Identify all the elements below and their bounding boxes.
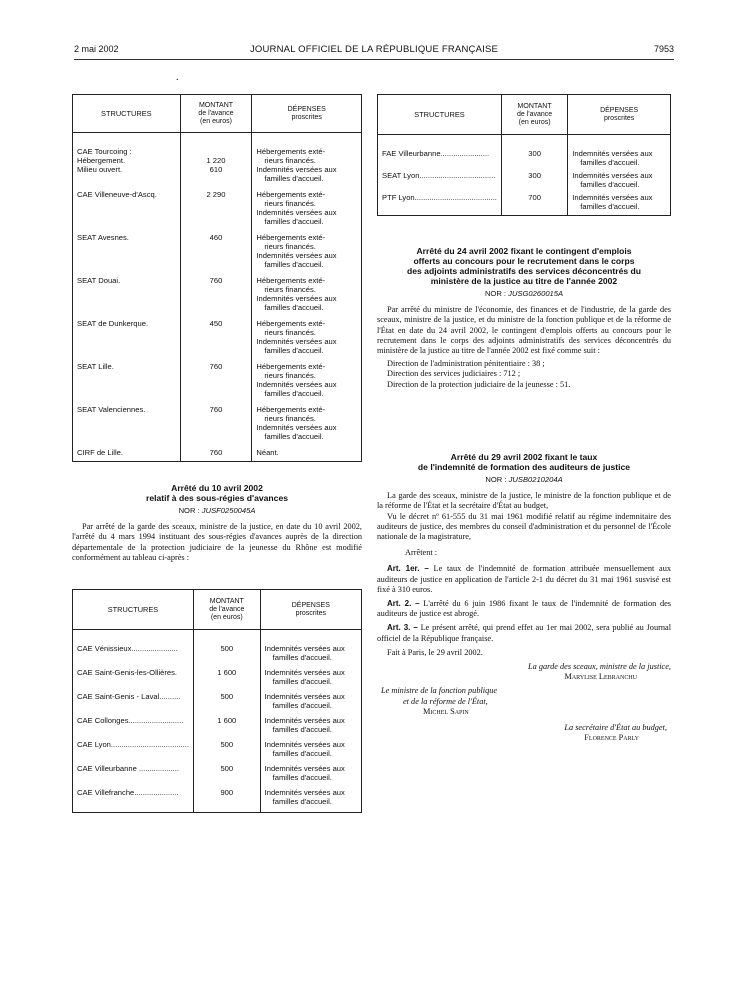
table-spacer-row	[73, 630, 362, 645]
table-body	[73, 133, 362, 462]
col-montant: MONTANT de l'avance (en euros)	[193, 590, 260, 630]
cell-line: familles d'accueil.	[580, 202, 640, 211]
cell-line: CAE Vénissieux......................	[77, 644, 178, 653]
cell-line: Indemnités versées aux	[256, 251, 337, 260]
table-row	[73, 233, 362, 276]
cell-line: 1 220	[206, 156, 226, 165]
cell-line: familles d'accueil.	[264, 346, 324, 355]
cell-line: CAE Saint-Genis - Laval..........	[77, 692, 181, 701]
cell-line: Milieu ouvert.	[77, 165, 123, 174]
cell-line: Néant.	[256, 448, 279, 457]
table-row	[73, 692, 362, 716]
cell-line: familles d'accueil.	[272, 701, 332, 710]
cell-line: Hébergements exté-	[256, 233, 326, 242]
cell-line: 2 290	[206, 190, 226, 199]
cell-line: CAE Saint-Genis-les-Ollières.	[77, 668, 178, 677]
page-header	[74, 44, 674, 58]
article-1: Art. 1er. – Le taux de l'indemnité de formation attribuée mensuellement aux auditeurs de justice en application de l'article 2-1 du décret du 31 mai 1961 susvisé est fixé à 310 euros.	[377, 564, 671, 594]
cell-line: Indemnités versées aux	[572, 193, 653, 202]
table-row	[73, 668, 362, 692]
cell-line: familles d'accueil.	[580, 158, 640, 167]
page-number: 7953	[653, 44, 674, 54]
cell-line: PTF Lyon.......................................	[382, 193, 497, 202]
arrete-title-line: des adjoints administratifs des services déconcentrés du	[406, 266, 642, 276]
cell-line: CAE Villefranche.....................	[77, 788, 179, 797]
cell-line: 500	[220, 692, 234, 701]
cell-line: CAE Lyon.....................................	[77, 740, 189, 749]
cell-line: 610	[209, 165, 223, 174]
article-2: Art. 2. – L'arrêté du 6 juin 1986 fixant le taux de l'indemnité de formation des auditeurs de justice est abrogé.	[377, 599, 672, 619]
list-item: Direction de l'administration pénitentiaire : 38 ;	[387, 359, 545, 369]
cell-line: 500	[220, 740, 234, 749]
table-row	[73, 362, 362, 405]
cell-line: SEAT de Dunkerque.	[77, 319, 149, 328]
cell-line: Indemnités versées aux	[264, 644, 345, 653]
arrete-title: Arrêté du 10 avril 2002	[171, 483, 263, 493]
table-body	[378, 135, 671, 216]
table-row	[73, 644, 362, 668]
cell-line: SEAT Lille.	[77, 362, 114, 371]
cell-line: familles d'accueil.	[580, 180, 640, 189]
cell-line: Indemnités versées aux	[256, 165, 337, 174]
signatory-role: La secrétaire d'État au budget,	[564, 723, 667, 733]
cell-line: 500	[220, 764, 234, 773]
table-row	[73, 319, 362, 362]
table-spacer-row	[378, 135, 671, 150]
arrete-title-line: de l'indemnité de formation des auditeurs de justice	[417, 462, 631, 472]
cell-line: Indemnités versées aux	[264, 764, 345, 773]
cell-line: rieurs financés.	[264, 242, 316, 251]
table-subregies-rhone-suite	[377, 94, 671, 216]
arrete-indemnite-formation	[377, 452, 671, 743]
cell-line: CAE Collonges..........................	[77, 716, 184, 725]
cell-line: Indemnités versées aux	[264, 692, 345, 701]
cell-line: FAE Villeurbanne.......................	[382, 149, 490, 158]
cell-line: Hébergement.	[77, 156, 126, 165]
cell-line: 450	[209, 319, 223, 328]
cell-line: rieurs financés.	[264, 414, 316, 423]
stray-mark: .	[176, 72, 179, 83]
cell-line: 1 600	[217, 668, 237, 677]
cell-line: 760	[209, 448, 223, 457]
cell-line: Hébergements exté-	[256, 276, 326, 285]
table-row	[73, 190, 362, 233]
cell-line: 760	[209, 362, 223, 371]
cell-line: familles d'accueil.	[272, 653, 332, 662]
cell-line: CAE Tourcoing :	[77, 147, 132, 156]
arretent: Arrêtent :	[405, 548, 438, 558]
col-montant: MONTANT de l'avance (en euros)	[501, 95, 567, 135]
signatory-role: La garde des sceaux, ministre de la justice,	[528, 662, 671, 672]
table-row	[73, 448, 362, 462]
table-row	[73, 764, 362, 788]
table-row	[378, 193, 671, 216]
arrete-subtitle: relatif à des sous-régies d'avances	[146, 493, 288, 503]
col-depenses: DÉPENSES proscrites	[260, 590, 361, 630]
cell-line: Indemnités versées aux	[264, 788, 345, 797]
table-row	[73, 716, 362, 740]
arrete-sous-regies	[72, 483, 362, 563]
cell-line: 900	[220, 788, 234, 797]
visa: Vu le décret nº 61-555 du 31 mai 1961 modifié relatif au régime indemnitaire des auditeurs de justice, des membres du conseil d'administration et du personnel de l'École nationale de la magistrature,	[377, 511, 671, 542]
nor-reference: NOR : JUSB0210204A	[485, 475, 563, 484]
cell-line: familles d'accueil.	[264, 432, 324, 441]
cell-line: Hébergements exté-	[256, 405, 326, 414]
nor-reference: NOR : JUSG0260015A	[484, 289, 564, 298]
cell-line: 1 600	[217, 716, 237, 725]
cell-line: Hébergements exté-	[256, 147, 326, 156]
cell-line: Indemnités versées aux	[256, 337, 337, 346]
cell-line: 760	[209, 276, 223, 285]
cell-line: Indemnités versées aux	[264, 740, 345, 749]
cell-line: SEAT Avesnes.	[77, 233, 129, 242]
cell-line: familles d'accueil.	[264, 217, 324, 226]
cell-line: familles d'accueil.	[272, 677, 332, 686]
cell-line: 460	[209, 233, 223, 242]
col-depenses: DÉPENSES proscrites	[568, 95, 671, 135]
col-structures: STRUCTURES	[73, 95, 181, 133]
journal-title: JOURNAL OFFICIEL DE LA RÉPUBLIQUE FRANÇAISE	[249, 44, 499, 55]
table-row	[73, 405, 362, 448]
cell-line: Indemnités versées aux	[256, 208, 337, 217]
cell-line: Hébergements exté-	[256, 362, 326, 371]
cell-line: rieurs financés.	[264, 199, 316, 208]
cell-line: SEAT Lyon....................................	[382, 171, 496, 180]
cell-line: CAE Villeneuve-d'Ascq.	[77, 190, 157, 199]
col-structures: STRUCTURES	[378, 95, 502, 135]
cell-line: 500	[220, 644, 234, 653]
col-depenses: DÉPENSES proscrites	[252, 95, 362, 133]
preamble: La garde des sceaux, ministre de la justice, le ministre de la fonction publique et de la réforme de l'État et la secrétaire d'État au budget,	[377, 491, 671, 511]
table-spacer-row	[73, 133, 362, 148]
cell-line: familles d'accueil.	[272, 797, 332, 806]
arrete-body: Par arrêté du ministre de l'économie, des finances et de l'industrie, de la garde des sceaux, ministre de la justice, et du ministre de la fonction publique et de la réforme de l'État en date du 24 avril 2002, le contingent d'emplois offerts au concours pour le recrutement dans le corps des adjoints administratifs des services déconcentrés du ministère de la justice au titre de l'année 2002 est fixé comme suit :	[377, 305, 671, 356]
cell-line: Indemnités versées aux	[256, 294, 337, 303]
table-row	[73, 740, 362, 764]
arrete-body: Par arrêté de la garde des sceaux, ministre de la justice, en date du 10 avril 2002, l'arrêté du 4 mars 1994 instituant des sous-régies d'avances auprès de la direction départementale de la protection judiciaire de la jeunesse du Rhône est modifié conformément au tableau ci-après :	[72, 522, 362, 562]
cell-line: familles d'accueil.	[272, 749, 332, 758]
cell-line: 300	[528, 171, 541, 180]
cell-line: Indemnités versées aux	[572, 149, 653, 158]
article-3: Art. 3. – Le présent arrêté, qui prend effet au 1er mai 2002, sera publié au Journal officiel de la République française.	[377, 623, 672, 643]
arrete-title-line: offerts au concours pour le recrutement dans le corps	[413, 256, 635, 266]
cell-line: Indemnités versées aux	[256, 423, 337, 432]
table-subregies-rhone	[72, 589, 362, 813]
table-subregies-nord	[72, 94, 362, 462]
cell-line: CIRF de Lille.	[77, 448, 124, 457]
nor-reference: NOR : JUSF0250045A	[178, 506, 256, 515]
cell-line: familles d'accueil.	[272, 725, 332, 734]
cell-line: 760	[209, 405, 223, 414]
col-structures: STRUCTURES	[73, 590, 194, 630]
cell-line: SEAT Douai.	[77, 276, 121, 285]
signatory-name: Florence Parly	[584, 733, 639, 743]
cell-line: Hébergements exté-	[256, 319, 326, 328]
cell-line: rieurs financés.	[264, 371, 316, 380]
cell-line: familles d'accueil.	[272, 773, 332, 782]
cell-line: Indemnités versées aux	[572, 171, 653, 180]
header-date: 2 mai 2002	[74, 44, 119, 54]
cell-line: familles d'accueil.	[264, 303, 324, 312]
arrete-contingent-emplois	[377, 246, 671, 390]
cell-line: 300	[528, 149, 541, 158]
cell-line: SEAT Valenciennes.	[77, 405, 146, 414]
list-item: Direction des services judiciaires : 712 ;	[387, 369, 521, 379]
signatory-name: Marylise Lebranchu	[564, 672, 637, 682]
table-body	[73, 630, 362, 813]
header-rule	[74, 59, 674, 60]
cell-line: Indemnités versées aux	[256, 380, 337, 389]
col-montant: MONTANT de l'avance (en euros)	[180, 95, 252, 133]
cell-line: rieurs financés.	[264, 328, 316, 337]
cell-line: familles d'accueil.	[264, 260, 324, 269]
cell-line: familles d'accueil.	[264, 174, 324, 183]
table-row	[378, 171, 671, 193]
table-row	[378, 149, 671, 171]
cell-line: rieurs financés.	[264, 285, 316, 294]
table-row	[73, 788, 362, 813]
cell-line: Indemnités versées aux	[264, 668, 345, 677]
cell-line	[185, 147, 248, 156]
table-row	[73, 276, 362, 319]
list-item: Direction de la protection judiciaire de la jeunesse : 51.	[387, 379, 571, 389]
arrete-title-line: ministère de la justice au titre de l'année 2002	[430, 276, 618, 286]
fait-a-paris: Fait à Paris, le 29 avril 2002.	[387, 647, 483, 657]
cell-line: familles d'accueil.	[264, 389, 324, 398]
signatory-name: Michel Sapin	[423, 706, 469, 716]
table-row	[73, 147, 362, 190]
arrete-title: Arrêté du 24 avril 2002 fixant le contingent d'emplois	[416, 246, 632, 256]
cell-line: 700	[528, 193, 541, 202]
cell-line: Hébergements exté-	[256, 190, 326, 199]
cell-line: rieurs financés.	[264, 156, 316, 165]
signatory-role: Le ministre de la fonction publique	[381, 686, 498, 696]
arrete-title: Arrêté du 29 avril 2002 fixant le taux	[450, 452, 598, 462]
cell-line: Indemnités versées aux	[264, 716, 345, 725]
signatory-role: et de la réforme de l'État,	[403, 696, 488, 706]
cell-line: CAE Villeurbanne ...................	[77, 764, 180, 773]
